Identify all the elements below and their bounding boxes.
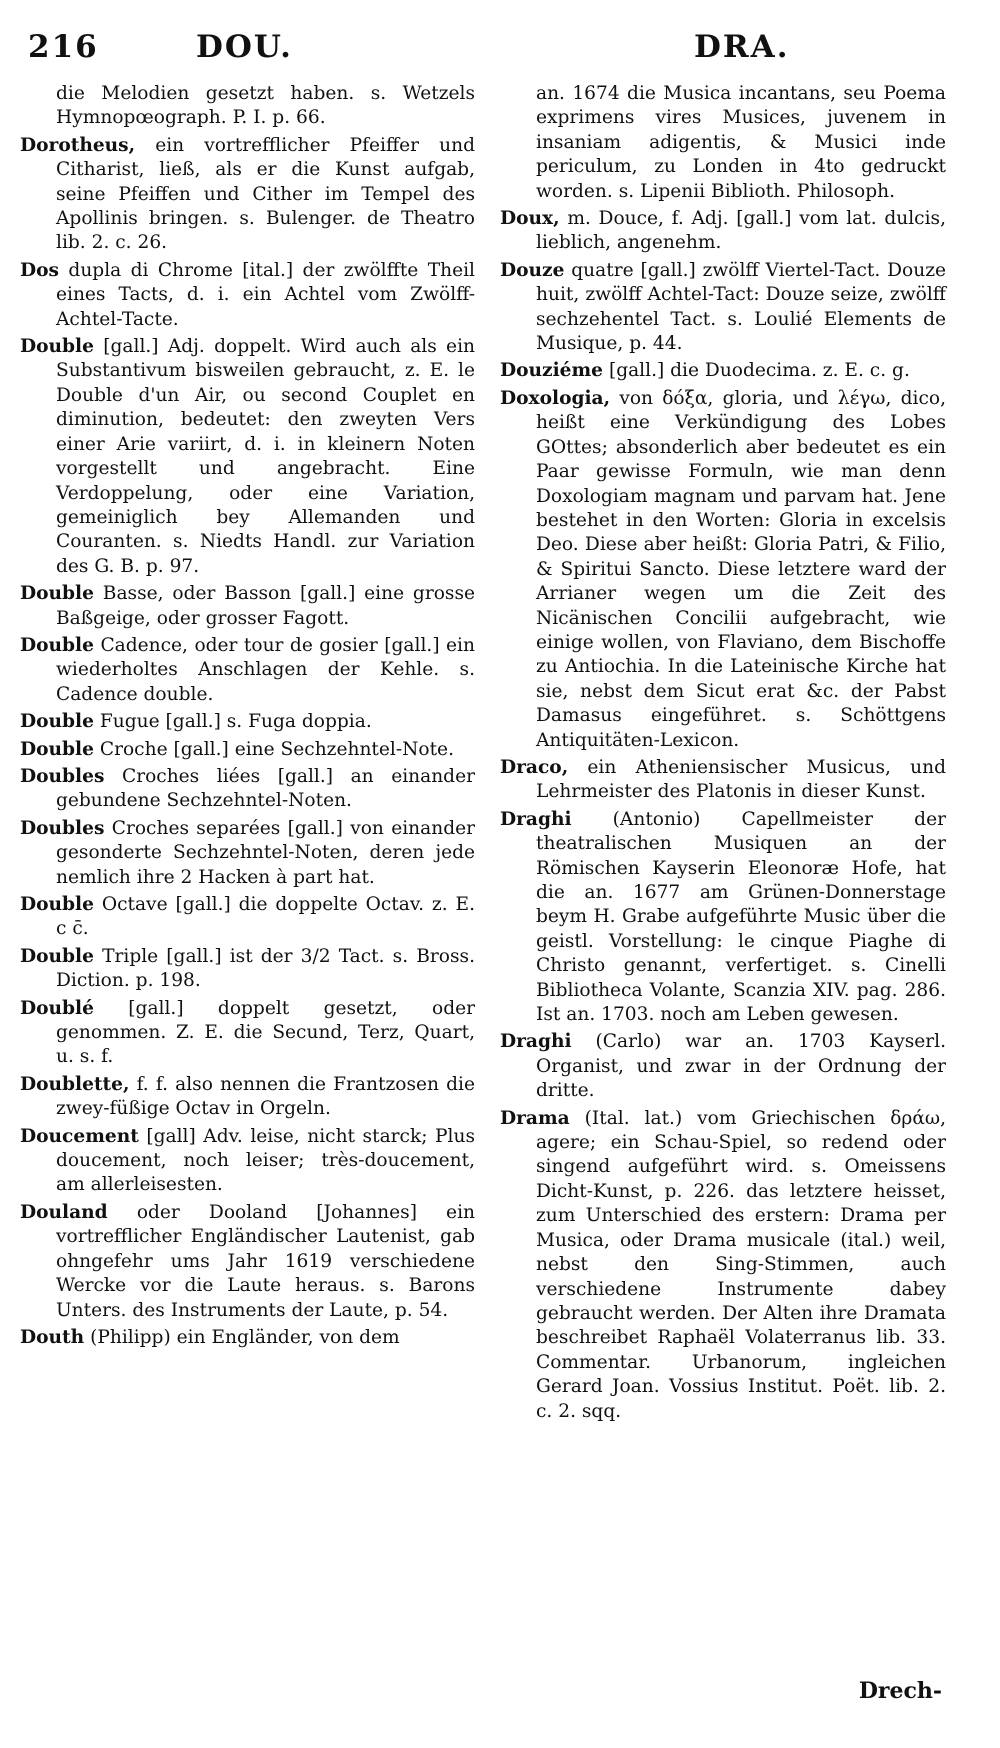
entry-definition: Octave [gall.] die doppelte Octav. z. E. c c̄. [56,894,475,940]
entry-definition: Croches separées [gall.] von einander gesonderte Sechzehntel-Noten, deren jede nemlich ihre 2 Hacken à part hat. [56,817,475,888]
entry-definition: [gall] Adv. leise, nicht starck; Plus doucement, noch leiser; très-doucement, am allerleisesten. [56,1125,475,1196]
dictionary-entry [500,259,946,357]
entry-definition: dupla di Chrome [ital.] der zwölffte Theil eines Tacts, d. i. ein Achtel vom Zwölff-Achtel-Tacte. [56,259,475,330]
entry-headword: Douziéme [500,360,604,382]
entry-headword: Doucement [20,1125,139,1147]
left-entry-list [20,134,475,1351]
entry-headword: Draco, [500,756,569,778]
dictionary-entry [500,207,946,256]
dictionary-entry [20,738,475,762]
dictionary-entry [20,817,475,890]
entry-headword: Dos [20,259,59,281]
entry-definition: Croches liées [gall.] an einander gebundene Sechzehntel-Noten. [56,765,475,812]
entry-definition: [gall.] doppelt gesetzt, oder genommen. Z. E. die Secund, Terz, Quart, u. s. f. [56,997,475,1068]
right-column [500,82,946,1427]
entry-definition: oder Dooland [Johannes] ein vortrefflicher Engländischer Lautenist, gab ohngefehr ums Jahr 1619 verschiedene Wercke vor die Laute heraus. s. Barons Unters. des Instruments der Laute, p. 54. [56,1201,475,1321]
dictionary-entry [20,335,475,579]
dictionary-entry [20,134,475,256]
entry-definition: Triple [gall.] ist der 3/2 Tact. s. Bross. Diction. p. 198. [56,945,475,992]
entry-headword: Doux, [500,208,560,230]
entry-headword: Douze [500,259,565,281]
entry-headword: Double [20,945,94,967]
dictionary-entry [20,997,475,1070]
entry-headword: Draghi [500,1031,572,1053]
dictionary-entry [20,1326,475,1350]
entry-headword: Double [20,634,94,656]
entry-definition: [gall.] Adj. doppelt. Wird auch als ein Substantivum bisweilen gebraucht, z. E. le Double d'un Air, ou second Couplet en diminution, bedeutet: den zweyten Vers einer Arie variirt, d. i. in kleinern Noten vorgestellt und angebracht. Eine Verdoppelung, oder eine Variation, gemeiniglich bey Allemanden und Couranten. s. Niedts Handl. zur Variation des G. B. p. 97. [56,336,475,577]
dictionary-entry [20,1073,475,1122]
left-column [20,82,475,1353]
dictionary-entry [500,359,946,383]
entry-headword: Double [20,894,94,915]
entry-headword: Doubles [20,765,105,787]
dictionary-entry [20,710,475,734]
entry-headword: Douth [20,1326,85,1348]
entry-headword: Doxologia, [500,387,611,409]
left-running-head: DOU. [196,29,293,65]
entry-headword: Double [20,738,94,760]
entry-headword: Double [20,336,94,358]
entry-definition: (Carlo) war an. 1703 Kayserl. Organist, und zwar in der Ordnung der dritte. [536,1031,946,1102]
entry-headword: Draghi [500,808,572,830]
dictionary-entry [500,1107,946,1424]
dictionary-entry [500,756,946,805]
dictionary-entry [20,945,475,994]
dictionary-entry [20,582,475,631]
entry-definition: Basse, oder Basson [gall.] eine grosse Baßgeige, oder grosser Fagott. [56,583,475,629]
entry-headword: Double [20,711,94,733]
entry-headword: Dorotheus, [20,134,136,156]
page-number: 216 [28,29,99,65]
entry-headword: Doublé [20,997,94,1019]
catchword: Drech- [858,1678,942,1704]
continuation-text: an. 1674 die Musica incantans, seu Poema exprimens vires Musices, juvenem in insaniam adigentis, & Musici inde periculum, zu Londen in 4to gedruckt worden. s. Lipenii Biblioth. Philosoph. [536,83,946,202]
entry-definition: Cadence, oder tour de gosier [gall.] ein wiederholtes Anschlagen der Kehle. s. Cadence double. [56,634,475,705]
entry-definition: [gall.] die Duodecima. z. E. c. g. [608,360,910,382]
entry-definition: Croche [gall.] eine Sechzehntel-Note. [99,738,454,760]
dictionary-entry [20,634,475,707]
dictionary-entry [20,1125,475,1198]
entry-definition: ein vortrefflicher Pfeiffer und Citharist, ließ, als er die Kunst aufgab, seine Pfeiffen und Cither im Tempel des Apollinis bringen. s. Bulenger. de Theatro lib. 2. c. 26. [56,134,475,254]
dictionary-entry [20,893,475,942]
entry-definition: m. Douce, f. Adj. [gall.] vom lat. dulcis, lieblich, angenehm. [536,208,946,254]
entry-definition: (Philipp) ein Engländer, von dem [90,1326,400,1348]
dictionary-entry [20,259,475,332]
dictionary-entry [20,765,475,814]
entry-definition: (Antonio) Capellmeister der theatralischen Musiquen an der Römischen Kayserin Eleonoræ Hofe, hat die an. 1677 am Grünen-Donnerstage beym H. Grabe aufgeführte Music über die geistl. Vorstellung: le cinque Piaghe di Christo genannt, verfertiget. s. Cinelli Bibliotheca Volante, Scanzia XIV. pag. 286. Ist an. 1703. noch am Leben gewesen. [536,808,946,1026]
entry-definition: Fugue [gall.] s. Fuga doppia. [99,711,372,733]
entry-headword: Douland [20,1201,108,1223]
entry-definition: (Ital. lat.) vom Griechischen δράω, agere; ein Schau-Spiel, so redend oder singend aufgeführt wird. s. Omeissens Dicht-Kunst, p. 226. das letztere heisset, zum Unterschied des erstern: Drama per Musica, oder Drama musicale (ital.) weil, nebst den Sing-Stimmen, auch verschiedene Instrumente dabey gebraucht werden. Der Alten ihre Dramata beschreibet Raphaël Volaterranus lib. 33. Commentar. Urbanorum, ingleichen Gerard Joan. Vossius Institut. Poët. lib. 2. c. 2. sqq. [536,1107,946,1422]
dictionary-entry [20,1201,475,1323]
entry-definition: ein Atheniensischer Musicus, und Lehrmeister des Platonis in dieser Kunst. [536,756,946,803]
entry-headword: Double [20,583,94,605]
entry-headword: Doubles [20,817,105,839]
entry-definition: von δόξα, gloria, und λέγω, dico, heißt eine Verkündigung des Lobes GOttes; absonderlich aber bedeutet es ein Paar gewisse Formuln, wie man denn Doxologiam magnam und parvam hat. Jene bestehet in den Worten: Gloria in excelsis Deo. Diese aber heißt: Gloria Patri, & Filio, & Spiritui Sancto. Diese letztere ward der Arrianer wegen um die Zeit des Nicänischen Concilii aufgebracht, wie einige wollen, von Flaviano, dem Bischoffe zu Antiochia. In die Lateinische Kirche hat sie, nebst dem Sicut erat &c. der Pabst Damasus eingeführet. s. Schöttgens Antiquitäten-Lexicon. [536,387,946,751]
entry-headword: Drama [500,1107,570,1129]
entry-definition: f. f. also nennen die Frantzosen die zwey-füßige Octav in Orgeln. [56,1073,475,1120]
right-running-head: DRA. [694,29,790,65]
dictionary-entry [500,387,946,753]
dictionary-entry [500,808,946,1028]
continuation-text: die Melodien gesetzt haben. s. Wetzels Hymnopœograph. P. I. p. 66. [56,83,475,129]
right-entry-list [500,207,946,1424]
entry-definition: quatre [gall.] zwölff Viertel-Tact. Douze huit, zwölff Achtel-Tact: Douze seize, zwölff sechzehentel Tact. s. Loulié Elements de Musique, p. 44. [536,259,946,355]
dictionary-entry [500,1030,946,1103]
entry-headword: Doublette, [20,1073,130,1095]
